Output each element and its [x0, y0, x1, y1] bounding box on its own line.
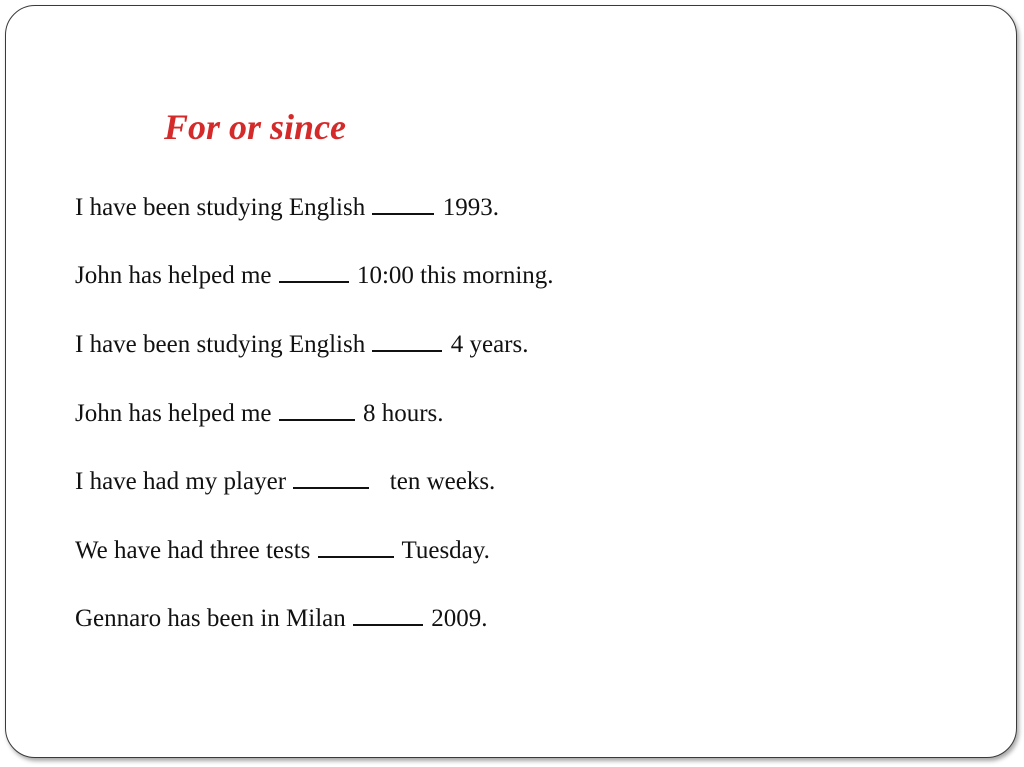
sentence-after: 4 years. [450, 331, 529, 358]
answer-blank[interactable] [279, 261, 349, 283]
exercise-sentence [75, 261, 554, 291]
sentence-before: I have been studying English [75, 194, 366, 221]
slide-title: For or since [164, 107, 347, 147]
answer-blank[interactable] [279, 399, 355, 421]
exercise-sentence [75, 330, 528, 360]
sentence-before: I have had my player [75, 468, 287, 495]
sentence-before: John has helped me [75, 262, 272, 289]
exercise-sentence [75, 399, 444, 429]
sentence-after: 8 hours. [362, 400, 444, 427]
sentence-after: 1993. [442, 194, 499, 221]
exercise-sentence [75, 604, 488, 634]
answer-blank[interactable] [372, 330, 442, 352]
sentence-before: Gennaro has been in Milan [75, 605, 346, 632]
sentence-after: 2009. [431, 605, 488, 632]
sentence-after: 10:00 this morning. [356, 262, 554, 289]
sentence-before: We have had three tests [75, 537, 311, 564]
sentence-before: I have been studying English [75, 331, 366, 358]
answer-blank[interactable] [372, 193, 434, 215]
sentence-before: John has helped me [75, 400, 272, 427]
exercise-sentence [75, 467, 495, 497]
sentence-after: ten weeks. [389, 468, 496, 495]
slide-frame [5, 5, 1017, 758]
answer-blank[interactable] [293, 467, 369, 489]
exercise-sentence [75, 193, 499, 223]
answer-blank[interactable] [318, 536, 394, 558]
exercise-sentence [75, 536, 490, 566]
sentence-after: Tuesday. [401, 537, 490, 564]
answer-blank[interactable] [353, 604, 423, 626]
